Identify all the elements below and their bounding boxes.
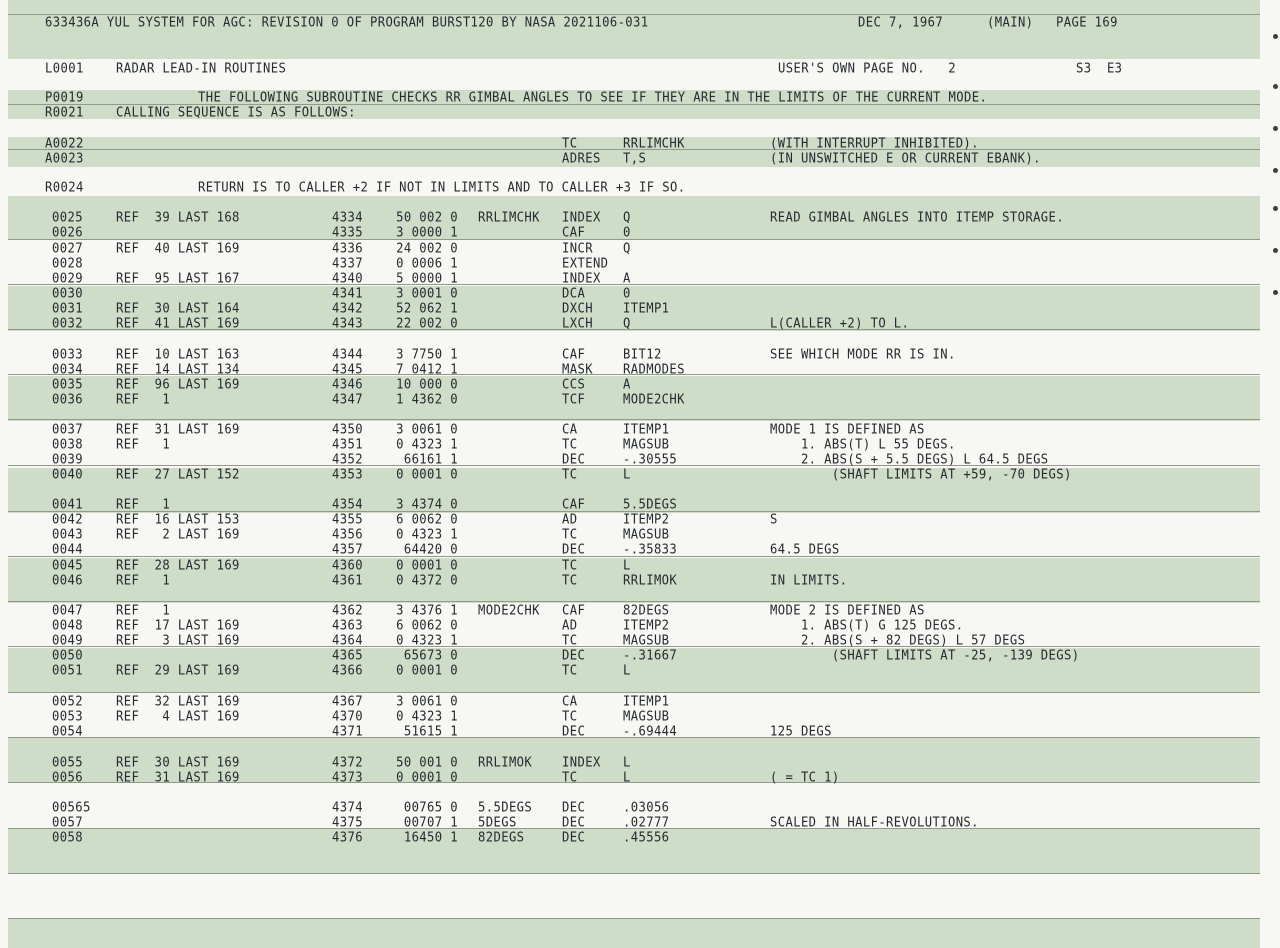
listing-octal-word: 1 4362 0 <box>396 392 458 407</box>
listing-operand: MAGSUB <box>623 437 670 452</box>
listing-line-number: 0040 <box>52 467 83 482</box>
listing-ref: REF 10 LAST 163 <box>116 347 240 362</box>
listing-operand: -.30555 <box>623 452 678 467</box>
listing-octal-word: 3 0000 1 <box>396 225 458 240</box>
listing-address: 4337 <box>332 256 363 271</box>
listing-opcode: CAF <box>562 347 586 362</box>
preamble-line-number: R0021 <box>45 105 84 120</box>
listing-label: MODE2CHK <box>478 603 540 618</box>
listing-comment: IN LIMITS. <box>770 573 848 588</box>
listing-address: 4334 <box>332 210 363 225</box>
heading-line-number: L0001 <box>45 61 84 76</box>
listing-operand: ITEMP1 <box>623 301 670 316</box>
listing-line-number: 0027 <box>52 241 83 256</box>
listing-octal-word: 5 0000 1 <box>396 271 458 286</box>
listing-comment: SEE WHICH MODE RR IS IN. <box>770 347 956 362</box>
listing-operand: A <box>623 377 631 392</box>
listing-opcode: INDEX <box>562 755 601 770</box>
listing-operand: MAGSUB <box>623 633 670 648</box>
listing-octal-word: 50 001 0 <box>396 755 458 770</box>
listing-line-number: 0055 <box>52 755 83 770</box>
listing-address: 4363 <box>332 618 363 633</box>
listing-comment: SCALED IN HALF-REVOLUTIONS. <box>770 815 979 830</box>
listing-octal-word: 0 0001 0 <box>396 467 458 482</box>
listing-address: 4353 <box>332 467 363 482</box>
band-rule <box>8 692 1260 693</box>
listing-octal-word: 0 4323 1 <box>396 437 458 452</box>
listing-opcode: CA <box>562 694 578 709</box>
listing-octal-word: 66161 1 <box>403 452 458 467</box>
listing-opcode: INDEX <box>562 271 601 286</box>
listing-line-number: 0057 <box>52 815 83 830</box>
listing-octal-word: 0 0006 1 <box>396 256 458 271</box>
feed-hole <box>1273 290 1278 295</box>
listing-ref: REF 2 LAST 169 <box>116 527 240 542</box>
listing-address: 4375 <box>332 815 363 830</box>
listing-operand: -.31667 <box>623 648 678 663</box>
preamble-comment: (IN UNSWITCHED E OR CURRENT EBANK). <box>770 151 1041 166</box>
listing-operand: -.69444 <box>623 724 678 739</box>
listing-operand: ITEMP2 <box>623 512 670 527</box>
listing-opcode: TCF <box>562 392 586 407</box>
listing-address: 4343 <box>332 316 363 331</box>
listing-line-number: 0031 <box>52 301 83 316</box>
listing-address: 4376 <box>332 830 363 845</box>
header-page-number: PAGE 169 <box>1056 15 1118 30</box>
listing-line-number: 0028 <box>52 256 83 271</box>
listing-address: 4345 <box>332 362 363 377</box>
listing-opcode: TC <box>562 573 578 588</box>
listing-line-number: 0026 <box>52 225 83 240</box>
listing-ref: REF 41 LAST 169 <box>116 316 240 331</box>
listing-line-number: 0053 <box>52 709 83 724</box>
listing-opcode: DEC <box>562 724 586 739</box>
listing-opcode: DEC <box>562 542 586 557</box>
listing-operand: A <box>623 271 631 286</box>
listing-address: 4340 <box>332 271 363 286</box>
listing-line-number: 0033 <box>52 347 83 362</box>
listing-address: 4374 <box>332 800 363 815</box>
listing-opcode: TC <box>562 709 578 724</box>
listing-comment: L(CALLER +2) TO L. <box>770 316 910 331</box>
listing-label: 82DEGS <box>478 830 525 845</box>
listing-operand: RRLIMOK <box>623 573 678 588</box>
listing-octal-word: 6 0062 0 <box>396 618 458 633</box>
listing-octal-word: 50 002 0 <box>396 210 458 225</box>
band-rule <box>8 419 1260 420</box>
listing-address: 4355 <box>332 512 363 527</box>
listing-opcode: DEC <box>562 648 586 663</box>
listing-operand: L <box>623 663 631 678</box>
listing-opcode: TC <box>562 770 578 785</box>
listing-ref: REF 32 LAST 169 <box>116 694 240 709</box>
listing-address: 4354 <box>332 497 363 512</box>
listing-opcode: CAF <box>562 497 586 512</box>
listing-octal-word: 16450 1 <box>403 830 458 845</box>
listing-ref: REF 96 LAST 169 <box>116 377 240 392</box>
listing-octal-word: 52 062 1 <box>396 301 458 316</box>
listing-operand: ITEMP1 <box>623 694 670 709</box>
listing-opcode: DXCH <box>562 301 593 316</box>
listing-label: RRLIMCHK <box>478 210 540 225</box>
listing-opcode: TC <box>562 437 578 452</box>
listing-line-number: 0025 <box>52 210 83 225</box>
feed-hole <box>1273 84 1278 89</box>
preamble-operand: RRLIMCHK <box>623 136 685 151</box>
listing-line-number: 0047 <box>52 603 83 618</box>
listing-operand: L <box>623 558 631 573</box>
band-rule <box>8 601 1260 602</box>
listing-line-number: 0042 <box>52 512 83 527</box>
listing-line-number: 0044 <box>52 542 83 557</box>
listing-comment: 2. ABS(S + 82 DEGS) L 57 DEGS <box>770 633 1026 648</box>
band-rule <box>8 918 1260 919</box>
listing-comment: 1. ABS(T) L 55 DEGS. <box>770 437 956 452</box>
preamble-op: TC <box>562 136 578 151</box>
listing-operand: L <box>623 467 631 482</box>
listing-address: 4356 <box>332 527 363 542</box>
preamble-line-number: A0023 <box>45 151 84 166</box>
listing-address: 4342 <box>332 301 363 316</box>
listing-octal-word: 0 4323 1 <box>396 633 458 648</box>
listing-ref: REF 3 LAST 169 <box>116 633 240 648</box>
listing-line-number: 0054 <box>52 724 83 739</box>
listing-comment: S <box>770 512 778 527</box>
listing-ref: REF 30 LAST 164 <box>116 301 240 316</box>
listing-comment: READ GIMBAL ANGLES INTO ITEMP STORAGE. <box>770 210 1065 225</box>
listing-line-number: 0037 <box>52 422 83 437</box>
listing-opcode: LXCH <box>562 316 593 331</box>
listing-line-number: 0043 <box>52 527 83 542</box>
listing-line-number: 0029 <box>52 271 83 286</box>
listing-operand: L <box>623 770 631 785</box>
listing-line-number: 0048 <box>52 618 83 633</box>
listing-line-number: 0030 <box>52 286 83 301</box>
listing-address: 4344 <box>332 347 363 362</box>
listing-octal-word: 7 0412 1 <box>396 362 458 377</box>
listing-operand: Q <box>623 241 631 256</box>
listing-ref: REF 16 LAST 153 <box>116 512 240 527</box>
feed-hole <box>1273 34 1278 39</box>
listing-ref: REF 28 LAST 169 <box>116 558 240 573</box>
listing-opcode: TC <box>562 558 578 573</box>
listing-address: 4347 <box>332 392 363 407</box>
listing-octal-word: 00765 0 <box>403 800 458 815</box>
listing-ref: REF 17 LAST 169 <box>116 618 240 633</box>
band-rule <box>8 873 1260 874</box>
listing-address: 4341 <box>332 286 363 301</box>
listing-octal-word: 3 0061 0 <box>396 694 458 709</box>
feed-hole <box>1273 206 1278 211</box>
listing-octal-word: 0 4372 0 <box>396 573 458 588</box>
listing-comment: MODE 1 IS DEFINED AS <box>770 422 925 437</box>
listing-operand: MODE2CHK <box>623 392 685 407</box>
listing-opcode: CAF <box>562 225 586 240</box>
preamble-operand: T,S <box>623 151 647 166</box>
listing-operand: L <box>623 755 631 770</box>
listing-line-number: 0049 <box>52 633 83 648</box>
listing-address: 4367 <box>332 694 363 709</box>
listing-address: 4351 <box>332 437 363 452</box>
listing-line-number: 0051 <box>52 663 83 678</box>
listing-octal-word: 3 7750 1 <box>396 347 458 362</box>
listing-label: 5.5DEGS <box>478 800 533 815</box>
listing-ref: REF 29 LAST 169 <box>116 663 240 678</box>
listing-opcode: DEC <box>562 452 586 467</box>
listing-ref: REF 14 LAST 134 <box>116 362 240 377</box>
listing-line-number: 0039 <box>52 452 83 467</box>
preamble-text: CALLING SEQUENCE IS AS FOLLOWS: <box>116 105 356 120</box>
header-main: (MAIN) <box>987 15 1034 30</box>
listing-ref: REF 40 LAST 169 <box>116 241 240 256</box>
listing-operand: 82DEGS <box>623 603 670 618</box>
listing-line-number: 0032 <box>52 316 83 331</box>
listing-octal-word: 0 4323 1 <box>396 709 458 724</box>
heading-users-page: USER'S OWN PAGE NO. 2 <box>778 61 956 76</box>
listing-address: 4373 <box>332 770 363 785</box>
listing-octal-word: 51615 1 <box>403 724 458 739</box>
preamble-op: ADRES <box>562 151 601 166</box>
preamble-comment: (WITH INTERRUPT INHIBITED). <box>770 136 979 151</box>
listing-opcode: TC <box>562 663 578 678</box>
listing-ref: REF 31 LAST 169 <box>116 770 240 785</box>
header-date: DEC 7, 1967 <box>858 15 944 30</box>
listing-operand: .03056 <box>623 800 670 815</box>
listing-octal-word: 64420 0 <box>403 542 458 557</box>
listing-address: 4346 <box>332 377 363 392</box>
listing-line-number: 0038 <box>52 437 83 452</box>
listing-ref: REF 31 LAST 169 <box>116 422 240 437</box>
listing-operand: MAGSUB <box>623 709 670 724</box>
listing-operand: Q <box>623 316 631 331</box>
listing-operand: Q <box>623 210 631 225</box>
listing-comment: 2. ABS(S + 5.5 DEGS) L 64.5 DEGS <box>770 452 1049 467</box>
listing-address: 4362 <box>332 603 363 618</box>
listing-octal-word: 3 0061 0 <box>396 422 458 437</box>
listing-octal-word: 0 0001 0 <box>396 663 458 678</box>
listing-address: 4335 <box>332 225 363 240</box>
listing-comment: (SHAFT LIMITS AT +59, -70 DEGS) <box>770 467 1072 482</box>
listing-address: 4361 <box>332 573 363 588</box>
listing-octal-word: 6 0062 0 <box>396 512 458 527</box>
listing-opcode: DEC <box>562 800 586 815</box>
header-system-line: 633436A YUL SYSTEM FOR AGC: REVISION 0 OF PROGRAM BURST120 BY NASA 2021106-031 <box>45 15 649 30</box>
listing-ref: REF 95 LAST 167 <box>116 271 240 286</box>
listing-ref: REF 1 <box>116 497 171 512</box>
listing-line-number: 0046 <box>52 573 83 588</box>
listing-label: RRLIMOK <box>478 755 533 770</box>
listing-ref: REF 39 LAST 168 <box>116 210 240 225</box>
listing-opcode: TC <box>562 467 578 482</box>
listing-octal-word: 3 4376 1 <box>396 603 458 618</box>
listing-ref: REF 4 LAST 169 <box>116 709 240 724</box>
listing-comment: MODE 2 IS DEFINED AS <box>770 603 925 618</box>
preamble-line-number: P0019 <box>45 90 84 105</box>
feed-hole <box>1273 126 1278 131</box>
listing-address: 4357 <box>332 542 363 557</box>
preamble-text: THE FOLLOWING SUBROUTINE CHECKS RR GIMBAL ANGLES TO SEE IF THEY ARE IN THE LIMITS OF THE CURRENT MODE. <box>198 90 988 105</box>
listing-line-number: 0035 <box>52 377 83 392</box>
listing-octal-word: 3 4374 0 <box>396 497 458 512</box>
listing-address: 4350 <box>332 422 363 437</box>
listing-comment: 1. ABS(T) G 125 DEGS. <box>770 618 964 633</box>
listing-address: 4366 <box>332 663 363 678</box>
listing-octal-word: 00707 1 <box>403 815 458 830</box>
listing-address: 4360 <box>332 558 363 573</box>
listing-line-number: 00565 <box>52 800 91 815</box>
listing-operand: 0 <box>623 225 631 240</box>
listing-line-number: 0052 <box>52 694 83 709</box>
listing-ref: REF 1 <box>116 603 171 618</box>
band-rule <box>8 239 1260 240</box>
listing-opcode: INCR <box>562 241 593 256</box>
listing-ref: REF 27 LAST 152 <box>116 467 240 482</box>
listing-address: 4365 <box>332 648 363 663</box>
listing-opcode: DCA <box>562 286 586 301</box>
feed-hole <box>1273 248 1278 253</box>
listing-operand: .45556 <box>623 830 670 845</box>
listing-opcode: CCS <box>562 377 586 392</box>
listing-label: 5DEGS <box>478 815 517 830</box>
listing-operand: ITEMP2 <box>623 618 670 633</box>
listing-operand: ITEMP1 <box>623 422 670 437</box>
listing-address: 4336 <box>332 241 363 256</box>
listing-line-number: 0058 <box>52 830 83 845</box>
listing-octal-word: 22 002 0 <box>396 316 458 331</box>
listing-octal-word: 0 0001 0 <box>396 770 458 785</box>
listing-operand: 0 <box>623 286 631 301</box>
heading-title: RADAR LEAD-IN ROUTINES <box>116 61 287 76</box>
feed-hole <box>1273 168 1278 173</box>
preamble-line-number: R0024 <box>45 180 84 195</box>
listing-operand: -.35833 <box>623 542 678 557</box>
listing-line-number: 0041 <box>52 497 83 512</box>
listing-opcode: TC <box>562 527 578 542</box>
listing-opcode: DEC <box>562 815 586 830</box>
listing-line-number: 0056 <box>52 770 83 785</box>
listing-opcode: CA <box>562 422 578 437</box>
listing-comment: (SHAFT LIMITS AT -25, -139 DEGS) <box>770 648 1080 663</box>
listing-octal-word: 10 000 0 <box>396 377 458 392</box>
listing-opcode: INDEX <box>562 210 601 225</box>
listing-comment: 64.5 DEGS <box>770 542 840 557</box>
listing-ref: REF 1 <box>116 437 171 452</box>
greenbar-band <box>8 919 1260 948</box>
listing-operand: MAGSUB <box>623 527 670 542</box>
listing-ref: REF 30 LAST 169 <box>116 755 240 770</box>
listing-opcode: MASK <box>562 362 593 377</box>
listing-opcode: EXTEND <box>562 256 609 271</box>
listing-operand: BIT12 <box>623 347 662 362</box>
listing-opcode: TC <box>562 633 578 648</box>
listing-opcode: AD <box>562 512 578 527</box>
listing-ref: REF 1 <box>116 392 171 407</box>
listing-operand: .02777 <box>623 815 670 830</box>
listing-line-number: 0045 <box>52 558 83 573</box>
listing-comment: 125 DEGS <box>770 724 832 739</box>
listing-address: 4371 <box>332 724 363 739</box>
heading-code: S3 E3 <box>1076 61 1123 76</box>
listing-octal-word: 3 0001 0 <box>396 286 458 301</box>
listing-operand: RADMODES <box>623 362 685 377</box>
listing-line-number: 0036 <box>52 392 83 407</box>
preamble-line-number: A0022 <box>45 136 84 151</box>
preamble-text: RETURN IS TO CALLER +2 IF NOT IN LIMITS AND TO CALLER +3 IF SO. <box>198 180 686 195</box>
listing-octal-word: 65673 0 <box>403 648 458 663</box>
listing-line-number: 0034 <box>52 362 83 377</box>
listing-ref: REF 1 <box>116 573 171 588</box>
listing-address: 4352 <box>332 452 363 467</box>
listing-octal-word: 0 0001 0 <box>396 558 458 573</box>
listing-line-number: 0050 <box>52 648 83 663</box>
listing-operand: 5.5DEGS <box>623 497 678 512</box>
listing-address: 4372 <box>332 755 363 770</box>
listing-address: 4364 <box>332 633 363 648</box>
listing-octal-word: 24 002 0 <box>396 241 458 256</box>
listing-opcode: DEC <box>562 830 586 845</box>
listing-opcode: AD <box>562 618 578 633</box>
listing-opcode: CAF <box>562 603 586 618</box>
listing-octal-word: 0 4323 1 <box>396 527 458 542</box>
listing-address: 4370 <box>332 709 363 724</box>
listing-comment: ( = TC 1) <box>770 770 840 785</box>
